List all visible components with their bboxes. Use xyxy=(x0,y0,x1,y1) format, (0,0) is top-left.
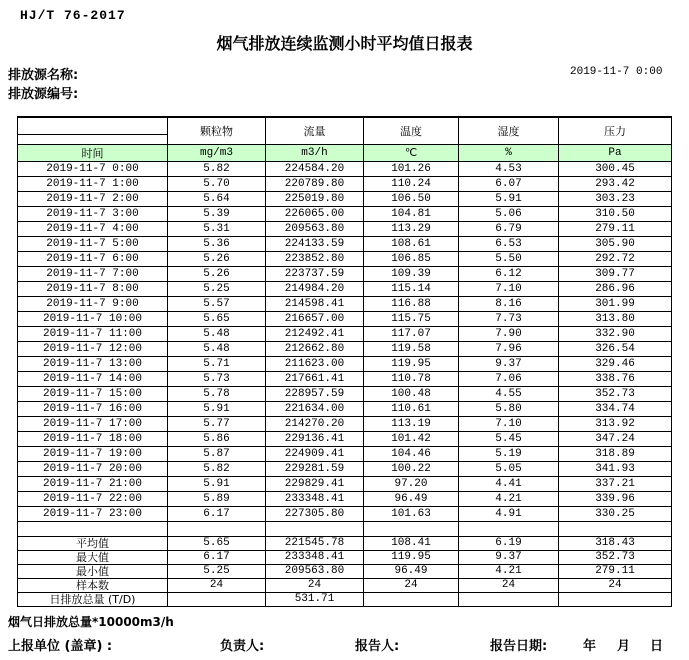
spacer-cell xyxy=(168,521,266,536)
spacer-row xyxy=(18,521,672,536)
table-row xyxy=(18,386,672,401)
cell-value: 6.12 xyxy=(459,266,559,281)
cell-value: 221545.78 xyxy=(266,536,364,550)
cell-value: 209563.80 xyxy=(266,221,364,236)
cell-value: 5.25 xyxy=(168,564,266,578)
cell-value: 115.14 xyxy=(364,281,459,296)
cell-value: 5.71 xyxy=(168,356,266,371)
cell-value xyxy=(459,592,559,606)
cell-value: 110.24 xyxy=(364,176,459,191)
cell-value: 214598.41 xyxy=(266,296,364,311)
cell-value: 223852.80 xyxy=(266,251,364,266)
cell-value: 104.81 xyxy=(364,206,459,221)
cell-value: 212662.80 xyxy=(266,341,364,356)
table-row xyxy=(18,401,672,416)
cell-value: 5.39 xyxy=(168,206,266,221)
cell-value: 7.96 xyxy=(459,341,559,356)
cell-value: 6.53 xyxy=(459,236,559,251)
cell-value xyxy=(168,592,266,606)
summary-label: 最小值 xyxy=(18,564,168,578)
column-header-pm: 颗粒物 xyxy=(168,117,266,144)
month-label: 月 xyxy=(617,639,631,654)
cell-value: 7.90 xyxy=(459,326,559,341)
cell-value: 4.21 xyxy=(459,491,559,506)
table-row xyxy=(18,236,672,251)
cell-value: 108.41 xyxy=(364,536,459,550)
row-time: 2019-11-7 22:00 xyxy=(18,491,168,506)
reporter-label: 报告人: xyxy=(355,639,400,654)
cell-value: 233348.41 xyxy=(266,491,364,506)
cell-value: 6.17 xyxy=(168,550,266,564)
cell-value: 224584.20 xyxy=(266,161,364,176)
cell-value: 4.91 xyxy=(459,506,559,521)
table-row xyxy=(18,311,672,326)
spacer-cell xyxy=(459,521,559,536)
cell-value: 5.50 xyxy=(459,251,559,266)
header-row-units xyxy=(18,144,672,161)
cell-value: 100.22 xyxy=(364,461,459,476)
cell-value: 9.37 xyxy=(459,550,559,564)
cell-value: 119.95 xyxy=(364,550,459,564)
table-row xyxy=(18,506,672,521)
spacer-cell xyxy=(18,521,168,536)
cell-value: 7.06 xyxy=(459,371,559,386)
table-row xyxy=(18,431,672,446)
table-row xyxy=(18,266,672,281)
summary-label: 日排放总量 (T/D) xyxy=(18,592,168,606)
row-time: 2019-11-7 17:00 xyxy=(18,416,168,431)
row-time: 2019-11-7 10:00 xyxy=(18,311,168,326)
cell-value: 6.17 xyxy=(168,506,266,521)
cell-value: 24 xyxy=(559,578,672,592)
row-time: 2019-11-7 6:00 xyxy=(18,251,168,266)
time-column-header: 时间 xyxy=(18,144,168,161)
summary-row xyxy=(18,578,672,592)
cell-value: 221634.00 xyxy=(266,401,364,416)
cell-value: 226065.00 xyxy=(266,206,364,221)
monitoring-table xyxy=(17,116,672,607)
cell-value: 227305.80 xyxy=(266,506,364,521)
cell-value: 5.82 xyxy=(168,161,266,176)
cell-value: 5.19 xyxy=(459,446,559,461)
cell-value: 5.70 xyxy=(168,176,266,191)
cell-value: 279.11 xyxy=(559,564,672,578)
cell-value: 101.26 xyxy=(364,161,459,176)
table-row xyxy=(18,206,672,221)
cell-value: 211623.00 xyxy=(266,356,364,371)
cell-value: 225019.80 xyxy=(266,191,364,206)
cell-value: 5.91 xyxy=(168,401,266,416)
cell-value: 212492.41 xyxy=(266,326,364,341)
year-label: 年 xyxy=(583,639,597,654)
row-time: 2019-11-7 20:00 xyxy=(18,461,168,476)
cell-value: 5.26 xyxy=(168,251,266,266)
cell-value: 119.58 xyxy=(364,341,459,356)
cell-value: 115.75 xyxy=(364,311,459,326)
row-time: 2019-11-7 3:00 xyxy=(18,206,168,221)
cell-value: 5.65 xyxy=(168,311,266,326)
cell-value: 5.89 xyxy=(168,491,266,506)
cell-value: 313.80 xyxy=(559,311,672,326)
table-row xyxy=(18,476,672,491)
unit-humidity: % xyxy=(459,144,559,161)
total-emission-note: 烟气日排放总量*10000m3/h xyxy=(8,615,174,629)
table-row xyxy=(18,161,672,176)
row-time: 2019-11-7 14:00 xyxy=(18,371,168,386)
cell-value: 292.72 xyxy=(559,251,672,266)
cell-value: 106.85 xyxy=(364,251,459,266)
report-date-label: 报告日期: xyxy=(490,639,548,654)
cell-value: 5.87 xyxy=(168,446,266,461)
cell-value: 5.31 xyxy=(168,221,266,236)
cell-value: 326.54 xyxy=(559,341,672,356)
cell-value: 24 xyxy=(364,578,459,592)
row-time: 2019-11-7 5:00 xyxy=(18,236,168,251)
table-row xyxy=(18,491,672,506)
summary-row xyxy=(18,550,672,564)
column-header-pressure: 压力 xyxy=(559,117,672,144)
cell-value: 229136.41 xyxy=(266,431,364,446)
table-row xyxy=(18,461,672,476)
row-time: 2019-11-7 21:00 xyxy=(18,476,168,491)
cell-value: 224133.59 xyxy=(266,236,364,251)
row-time: 2019-11-7 7:00 xyxy=(18,266,168,281)
row-time: 2019-11-7 2:00 xyxy=(18,191,168,206)
summary-row xyxy=(18,592,672,606)
cell-value: 5.48 xyxy=(168,326,266,341)
spacer-cell xyxy=(559,521,672,536)
table-row xyxy=(18,341,672,356)
cell-value: 214984.20 xyxy=(266,281,364,296)
source-id-label: 排放源编号: xyxy=(8,87,79,102)
cell-value: 318.89 xyxy=(559,446,672,461)
cell-value: 301.99 xyxy=(559,296,672,311)
cell-value: 24 xyxy=(459,578,559,592)
table-row xyxy=(18,356,672,371)
cell-value: 217661.41 xyxy=(266,371,364,386)
row-time: 2019-11-7 12:00 xyxy=(18,341,168,356)
cell-value: 24 xyxy=(266,578,364,592)
cell-value: 8.16 xyxy=(459,296,559,311)
column-header-temperature: 温度 xyxy=(364,117,459,144)
cell-value: 6.79 xyxy=(459,221,559,236)
cell-value: 5.48 xyxy=(168,341,266,356)
header-row-names xyxy=(18,117,672,134)
cell-value: 4.55 xyxy=(459,386,559,401)
unit-flow: m3/h xyxy=(266,144,364,161)
summary-rows xyxy=(18,536,672,606)
cell-value: 228957.59 xyxy=(266,386,364,401)
table-header xyxy=(18,117,672,161)
cell-value: 5.80 xyxy=(459,401,559,416)
cell-value: 310.50 xyxy=(559,206,672,221)
unit-pressure: Pa xyxy=(559,144,672,161)
row-time: 2019-11-7 1:00 xyxy=(18,176,168,191)
cell-value: 104.46 xyxy=(364,446,459,461)
cell-value: 303.23 xyxy=(559,191,672,206)
cell-value: 5.64 xyxy=(168,191,266,206)
spacer-section xyxy=(18,521,672,536)
row-time: 2019-11-7 15:00 xyxy=(18,386,168,401)
cell-value: 5.36 xyxy=(168,236,266,251)
column-header-humidity: 湿度 xyxy=(459,117,559,144)
table-row xyxy=(18,446,672,461)
cell-value: 110.61 xyxy=(364,401,459,416)
cell-value: 5.73 xyxy=(168,371,266,386)
page-title: 烟气排放连续监测小时平均值日报表 xyxy=(216,34,473,53)
cell-value: 5.78 xyxy=(168,386,266,401)
cell-value: 97.20 xyxy=(364,476,459,491)
cell-value: 100.48 xyxy=(364,386,459,401)
cell-value: 279.11 xyxy=(559,221,672,236)
cell-value: 110.78 xyxy=(364,371,459,386)
row-time: 2019-11-7 4:00 xyxy=(18,221,168,236)
unit-pm: mg/m3 xyxy=(168,144,266,161)
row-time: 2019-11-7 0:00 xyxy=(18,161,168,176)
cell-value: 5.57 xyxy=(168,296,266,311)
cell-value: 223737.59 xyxy=(266,266,364,281)
cell-value: 224909.41 xyxy=(266,446,364,461)
cell-value: 6.07 xyxy=(459,176,559,191)
row-time: 2019-11-7 19:00 xyxy=(18,446,168,461)
cell-value: 113.29 xyxy=(364,221,459,236)
cell-value: 352.73 xyxy=(559,550,672,564)
cell-value: 4.41 xyxy=(459,476,559,491)
header-empty-cell xyxy=(18,117,168,134)
table-row xyxy=(18,416,672,431)
cell-value: 5.91 xyxy=(168,476,266,491)
cell-value: 113.19 xyxy=(364,416,459,431)
cell-value: 4.53 xyxy=(459,161,559,176)
table-row xyxy=(18,296,672,311)
cell-value: 24 xyxy=(168,578,266,592)
cell-value: 220789.80 xyxy=(266,176,364,191)
cell-value: 106.50 xyxy=(364,191,459,206)
summary-row xyxy=(18,536,672,550)
spacer-cell xyxy=(266,521,364,536)
summary-label: 平均值 xyxy=(18,536,168,550)
row-time: 2019-11-7 18:00 xyxy=(18,431,168,446)
cell-value: 309.77 xyxy=(559,266,672,281)
cell-value: 5.86 xyxy=(168,431,266,446)
summary-row xyxy=(18,564,672,578)
cell-value: 5.25 xyxy=(168,281,266,296)
row-time: 2019-11-7 23:00 xyxy=(18,506,168,521)
table-row xyxy=(18,191,672,206)
responsible-person-label: 负责人: xyxy=(220,639,265,654)
source-name-label: 排放源名称: xyxy=(8,68,79,83)
table-row xyxy=(18,281,672,296)
row-time: 2019-11-7 13:00 xyxy=(18,356,168,371)
cell-value: 229281.59 xyxy=(266,461,364,476)
cell-value: 338.76 xyxy=(559,371,672,386)
table-row xyxy=(18,221,672,236)
cell-value: 305.90 xyxy=(559,236,672,251)
cell-value: 4.21 xyxy=(459,564,559,578)
unit-temperature: ℃ xyxy=(364,144,459,161)
cell-value: 5.06 xyxy=(459,206,559,221)
cell-value: 352.73 xyxy=(559,386,672,401)
cell-value: 5.91 xyxy=(459,191,559,206)
table-row xyxy=(18,326,672,341)
cell-value: 7.73 xyxy=(459,311,559,326)
cell-value: 209563.80 xyxy=(266,564,364,578)
cell-value: 318.43 xyxy=(559,536,672,550)
cell-value: 5.26 xyxy=(168,266,266,281)
row-time: 2019-11-7 8:00 xyxy=(18,281,168,296)
column-header-flow: 流量 xyxy=(266,117,364,144)
cell-value: 101.63 xyxy=(364,506,459,521)
cell-value: 531.71 xyxy=(266,592,364,606)
table-row xyxy=(18,176,672,191)
cell-value: 5.45 xyxy=(459,431,559,446)
cell-value: 313.92 xyxy=(559,416,672,431)
cell-value: 334.74 xyxy=(559,401,672,416)
cell-value: 108.61 xyxy=(364,236,459,251)
cell-value: 9.37 xyxy=(459,356,559,371)
cell-value: 7.10 xyxy=(459,416,559,431)
cell-value: 341.93 xyxy=(559,461,672,476)
cell-value: 116.88 xyxy=(364,296,459,311)
cell-value: 339.96 xyxy=(559,491,672,506)
cell-value: 329.46 xyxy=(559,356,672,371)
summary-label: 最大值 xyxy=(18,550,168,564)
cell-value: 229829.41 xyxy=(266,476,364,491)
day-label: 日 xyxy=(650,639,664,654)
row-time: 2019-11-7 11:00 xyxy=(18,326,168,341)
table-row xyxy=(18,371,672,386)
cell-value: 5.77 xyxy=(168,416,266,431)
header-empty-cell-2 xyxy=(18,134,168,144)
cell-value: 101.42 xyxy=(364,431,459,446)
cell-value: 117.07 xyxy=(364,326,459,341)
cell-value: 7.10 xyxy=(459,281,559,296)
cell-value: 5.05 xyxy=(459,461,559,476)
cell-value: 332.90 xyxy=(559,326,672,341)
summary-label: 样本数 xyxy=(18,578,168,592)
cell-value: 330.25 xyxy=(559,506,672,521)
row-time: 2019-11-7 9:00 xyxy=(18,296,168,311)
cell-value: 233348.41 xyxy=(266,550,364,564)
cell-value xyxy=(559,592,672,606)
cell-value: 337.21 xyxy=(559,476,672,491)
row-time: 2019-11-7 16:00 xyxy=(18,401,168,416)
cell-value: 96.49 xyxy=(364,491,459,506)
cell-value: 6.19 xyxy=(459,536,559,550)
cell-value xyxy=(364,592,459,606)
standard-code: HJ/T 76-2017 xyxy=(20,8,126,23)
cell-value: 347.24 xyxy=(559,431,672,446)
table-row xyxy=(18,251,672,266)
hourly-rows xyxy=(18,161,672,521)
report-datetime: 2019-11-7 0:00 xyxy=(570,66,663,78)
cell-value: 109.39 xyxy=(364,266,459,281)
cell-value: 300.45 xyxy=(559,161,672,176)
cell-value: 216657.00 xyxy=(266,311,364,326)
spacer-cell xyxy=(364,521,459,536)
cell-value: 293.42 xyxy=(559,176,672,191)
cell-value: 286.96 xyxy=(559,281,672,296)
report-unit-label: 上报单位 (盖章) : xyxy=(8,639,113,654)
cell-value: 5.65 xyxy=(168,536,266,550)
cell-value: 5.82 xyxy=(168,461,266,476)
cell-value: 119.95 xyxy=(364,356,459,371)
cell-value: 214270.20 xyxy=(266,416,364,431)
cell-value: 96.49 xyxy=(364,564,459,578)
